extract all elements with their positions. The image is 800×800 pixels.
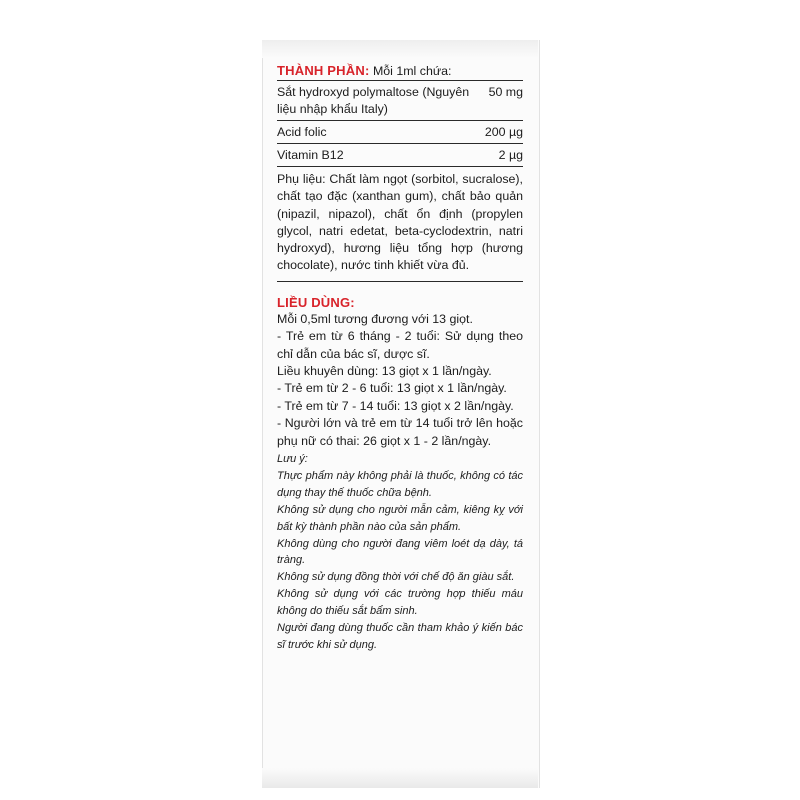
composition-row	[277, 121, 523, 144]
dosage-line: - Trẻ em từ 7 - 14 tuổi: 13 giọt x 2 lần/ngày.	[277, 398, 514, 413]
excipients-text: Phụ liệu: Chất làm ngọt (sorbitol, sucralose), chất tạo đặc (xanthan gum), chất bảo quản (nipazil, nipazol), chất ổn định (propylen glycol, natri edetat, beta-cyclodextrin, natri hydroxyd), hương liệu tổng hợp (hương chocolate), nước tinh khiết vừa đủ.	[277, 167, 523, 282]
note-line: Không sử dụng cho người mẫn cảm, kiêng kỵ với bất kỳ thành phần nào của sản phẩm.	[277, 503, 523, 533]
composition-subheading: Mỗi 1ml chứa:	[372, 64, 452, 78]
note-line: Người đang dùng thuốc cần tham khảo ý kiến bác sĩ trước khi sử dụng.	[277, 622, 523, 651]
dosage-section	[277, 294, 523, 450]
ingredient-amount: 200 µg	[484, 125, 523, 139]
note-line: Thực phẩm này không phải là thuốc, không có tác dụng thay thế thuốc chữa bệnh.	[277, 469, 523, 499]
ingredient-name: Vitamin B12	[277, 148, 344, 162]
composition-heading: THÀNH PHẦN:	[277, 63, 370, 78]
ingredient-name: Sắt hydroxyd polymaltose (Nguyên liệu nhập khẩu Italy)	[277, 85, 470, 116]
ingredient-name: Acid folic	[277, 125, 327, 139]
dosage-line: Liều khuyên dùng: 13 giọt x 1 lần/ngày.	[277, 364, 492, 378]
composition-row	[277, 81, 523, 121]
dosage-line: - Người lớn và trẻ em từ 14 tuổi trở lên hoặc phụ nữ có thai: 26 giọt x 1 - 2 lần/ngày.	[277, 416, 523, 448]
note-line: Không sử dụng với các trường hợp thiếu máu không do thiếu sắt bẩm sinh.	[277, 588, 523, 618]
note-line: Không sử dụng đồng thời với chế độ ăn giàu sắt.	[277, 571, 515, 584]
dosage-line: - Trẻ em từ 6 tháng - 2 tuổi: Sử dụng theo chỉ dẫn của bác sĩ, dược sĩ.	[277, 329, 523, 361]
notes-section	[277, 451, 523, 654]
box-top-edge	[262, 40, 538, 58]
label-content	[277, 62, 523, 654]
composition-row	[277, 144, 523, 167]
dosage-heading: LIỀU DÙNG:	[277, 294, 355, 310]
dosage-line: - Trẻ em từ 2 - 6 tuổi: 13 giọt x 1 lần/ngày.	[277, 381, 507, 396]
composition-header	[277, 62, 523, 81]
note-line: Không dùng cho người đang viêm loét dạ dày, tá tràng.	[277, 537, 523, 567]
box-bottom-edge	[262, 768, 538, 788]
dosage-line: Mỗi 0,5ml tương đương với 13 giọt.	[277, 311, 473, 326]
ingredient-amount: 50 mg	[488, 85, 523, 99]
notes-heading: Lưu ý:	[277, 453, 308, 466]
ingredient-amount: 2 µg	[498, 148, 523, 162]
